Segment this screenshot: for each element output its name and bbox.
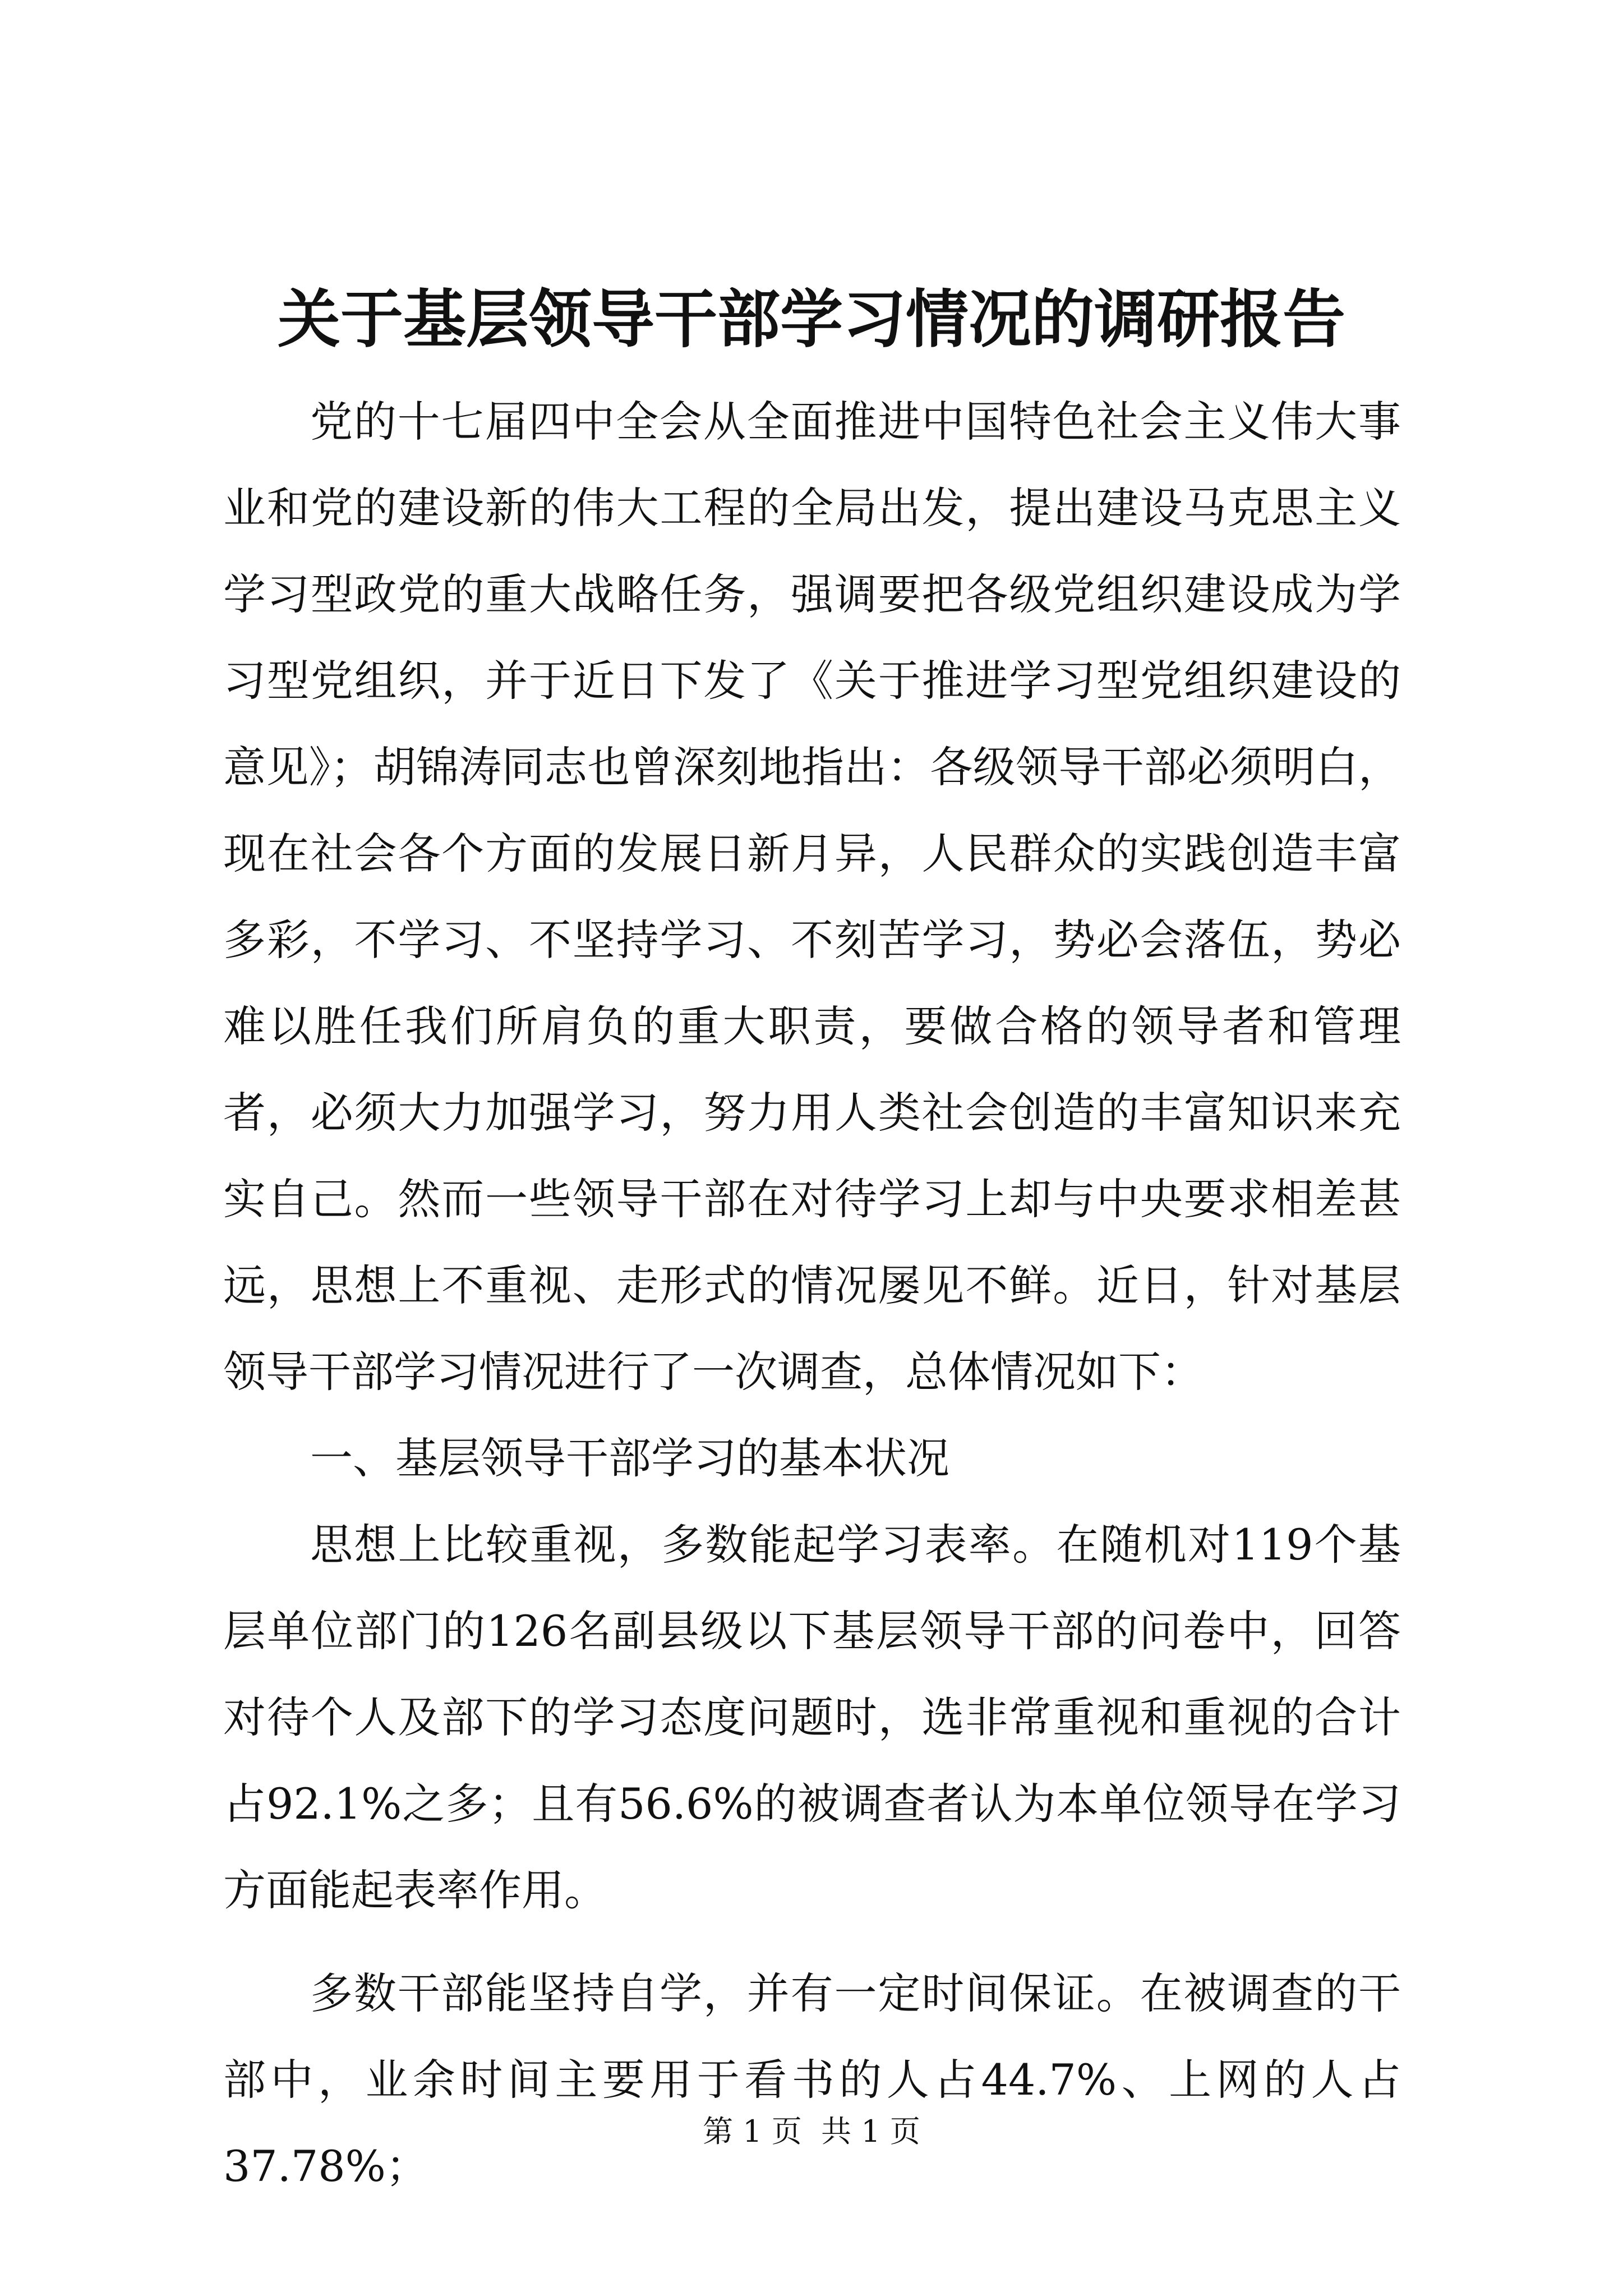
paragraph-attitude: 思想上比较重视，多数能起学习表率。在随机对119个基层单位部门的126名副县级以下基层领导干部的问卷中，回答对待个人及部下的学习态度问题时，选非常重视和重视的合计占92.1%之多；且有56.6%的被调查者认为本单位领导在学习方面能起表率作用。 bbox=[223, 1520, 1401, 1915]
section-heading: 一、基层领导干部学习的基本状况 bbox=[310, 1433, 949, 1483]
paragraph-intro: 党的十七届四中全会从全面推进中国特色社会主义伟大事业和党的建设新的伟大工程的全局出发，提出建设马克思主义学习型政党的重大战略任务，强调要把各级党组织建设成为学习型党组织，并于近日下发了《关于推进学习型党组织建设的意见》；胡锦涛同志也曾深刻地指出：各级领导干部必须明白，现在社会各个方面的发展日新月异，人民群众的实践创造丰富多彩，不学习、不坚持学习、不刻苦学习，势必会落伍，势必难以胜任我们所肩负的重大职责，要做合格的领导者和管理者，必须大力加强学习，努力用人类社会创造的丰富知识来充实自己。然而一些领导干部在对待学习上却与中央要求相差甚远，思想上不重视、走形式的情况屡见不鲜。近日，针对基层领导干部学习情况进行了一次调查，总体情况如下： bbox=[223, 397, 1401, 1397]
paragraph-self-study: 多数干部能坚持自学，并有一定时间保证。在被调查的干部中，业余时间主要用于看书的人占44.7%、上网的人占37.78%； bbox=[223, 1968, 1401, 2191]
document-body bbox=[223, 379, 1401, 2210]
page-number-footer: 第 1 页 共 1 页 bbox=[703, 2114, 920, 2149]
document-title: 关于基层领导干部学习情况的调研报告 bbox=[278, 283, 1345, 356]
